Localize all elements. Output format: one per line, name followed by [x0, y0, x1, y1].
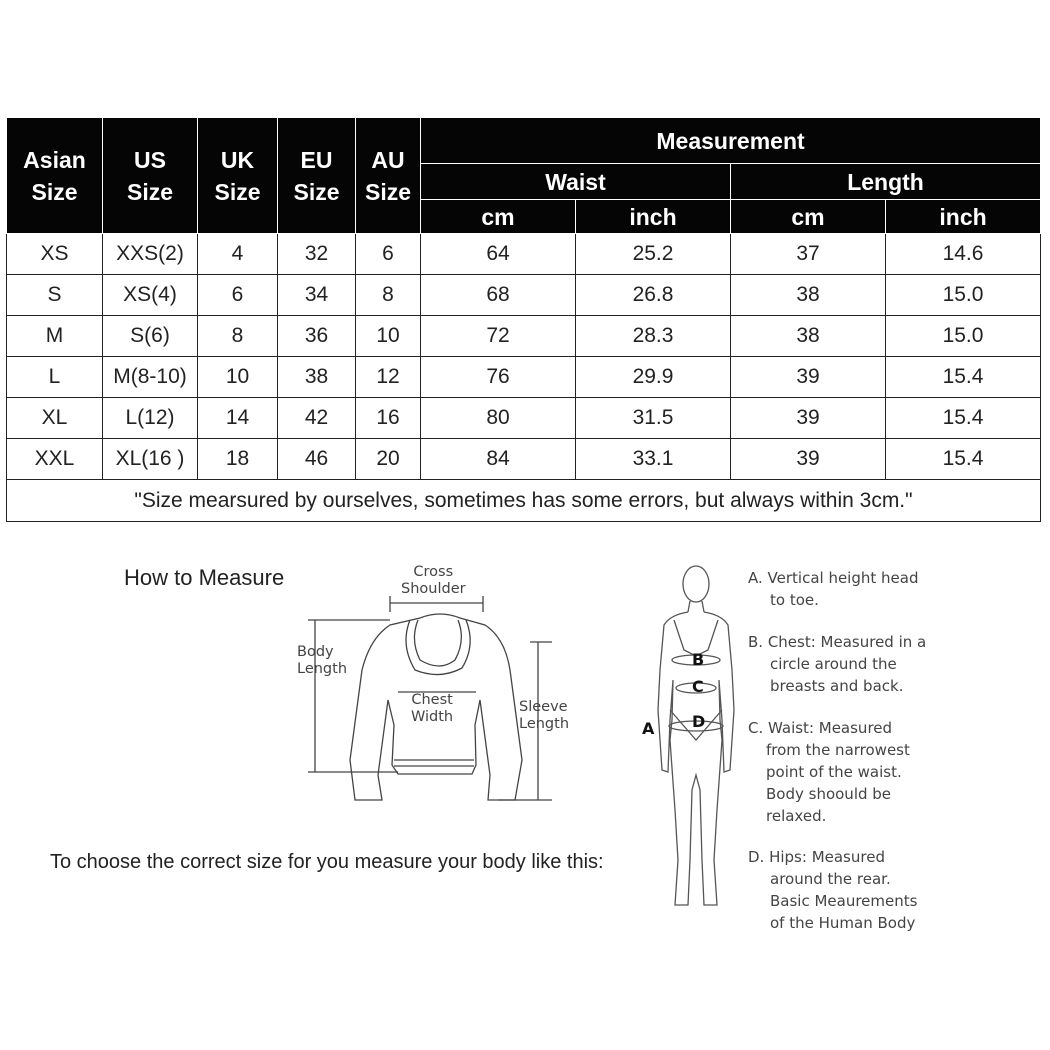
cell-au: 12	[356, 357, 421, 398]
cell-asian: XS	[7, 234, 103, 275]
legend-b-line: B. Chest: Measured in a	[748, 633, 927, 651]
cell-au: 8	[356, 275, 421, 316]
body-length-label: Body Length	[297, 644, 348, 677]
cell-asian: S	[7, 275, 103, 316]
cell-waist-cm: 64	[421, 234, 576, 275]
cell-us: M(8-10)	[103, 357, 198, 398]
legend-a-line: A. Vertical height head	[748, 569, 919, 587]
measure-instruction: To choose the correct size for you measure your body like this:	[50, 851, 604, 873]
cell-length-inch: 15.4	[886, 398, 1041, 439]
legend-d	[748, 846, 948, 934]
cell-uk: 10	[198, 357, 278, 398]
cell-eu: 42	[278, 398, 356, 439]
legend-d-line: around the rear.	[770, 870, 891, 888]
cell-us: XL(16 )	[103, 439, 198, 480]
mark-a: A	[642, 719, 655, 738]
cell-asian: XXL	[7, 439, 103, 480]
legend-c-line: relaxed.	[766, 807, 827, 825]
how-to-measure-title: How to Measure	[124, 565, 285, 590]
cell-waist-inch: 25.2	[576, 234, 731, 275]
cell-au: 16	[356, 398, 421, 439]
size-note: "Size mearsured by ourselves, sometimes has some errors, but always within 3cm."	[7, 480, 1041, 522]
cell-length-cm: 39	[731, 439, 886, 480]
cell-waist-inch: 29.9	[576, 357, 731, 398]
cell-eu: 36	[278, 316, 356, 357]
legend-a-line: to toe.	[770, 591, 819, 609]
legend-d-line: D. Hips: Measured	[748, 848, 885, 866]
cell-eu: 38	[278, 357, 356, 398]
header-eu-size: EU Size	[278, 118, 356, 234]
legend-c-line: C. Waist: Measured	[748, 719, 893, 737]
legend-c-line: from the narrowest	[766, 741, 910, 759]
head-outline	[683, 566, 709, 602]
header-measurement: Measurement	[421, 118, 1041, 164]
table-row	[7, 439, 1041, 480]
cell-length-inch: 15.4	[886, 439, 1041, 480]
cell-waist-inch: 28.3	[576, 316, 731, 357]
mark-b: B	[692, 650, 705, 669]
cell-eu: 46	[278, 439, 356, 480]
legend-c	[748, 717, 948, 827]
header-length-inch: inch	[886, 200, 1041, 234]
cell-waist-cm: 84	[421, 439, 576, 480]
cell-asian: M	[7, 316, 103, 357]
size-chart-table	[6, 117, 1041, 522]
cell-eu: 32	[278, 234, 356, 275]
cell-waist-cm: 72	[421, 316, 576, 357]
header-us-size: US Size	[103, 118, 198, 234]
cell-waist-inch: 31.5	[576, 398, 731, 439]
legend-d-line: Basic Meaurements	[770, 892, 918, 910]
cell-waist-cm: 76	[421, 357, 576, 398]
table-row	[7, 275, 1041, 316]
legend-c-line: point of the waist.	[766, 763, 902, 781]
header-waist: Waist	[421, 164, 731, 200]
cell-length-inch: 15.0	[886, 316, 1041, 357]
header-length: Length	[731, 164, 1041, 200]
cell-au: 6	[356, 234, 421, 275]
cell-waist-inch: 33.1	[576, 439, 731, 480]
cell-asian: XL	[7, 398, 103, 439]
legend-a	[748, 567, 948, 611]
header-length-cm: cm	[731, 200, 886, 234]
cell-us: S(6)	[103, 316, 198, 357]
cell-waist-cm: 68	[421, 275, 576, 316]
legend-b-line: breasts and back.	[770, 677, 904, 695]
cell-uk: 18	[198, 439, 278, 480]
cell-waist-cm: 80	[421, 398, 576, 439]
table-row	[7, 234, 1041, 275]
table-row	[7, 357, 1041, 398]
legend-c-line: Body shoould be	[766, 785, 892, 803]
cell-length-cm: 39	[731, 357, 886, 398]
header-uk-size: UK Size	[198, 118, 278, 234]
mark-d: D	[692, 712, 706, 731]
cell-length-cm: 37	[731, 234, 886, 275]
shirt-neckline	[414, 620, 461, 666]
header-waist-inch: inch	[576, 200, 731, 234]
cell-length-inch: 15.4	[886, 357, 1041, 398]
cell-uk: 4	[198, 234, 278, 275]
cell-length-cm: 39	[731, 398, 886, 439]
cell-us: XS(4)	[103, 275, 198, 316]
table-row	[7, 398, 1041, 439]
legend-b	[748, 631, 948, 697]
cell-us: L(12)	[103, 398, 198, 439]
cell-waist-inch: 26.8	[576, 275, 731, 316]
cell-length-inch: 15.0	[886, 275, 1041, 316]
cell-us: XXS(2)	[103, 234, 198, 275]
table-row	[7, 316, 1041, 357]
header-waist-cm: cm	[421, 200, 576, 234]
legend-b-line: circle around the	[770, 655, 897, 673]
chest-width-label: Chest Width	[411, 692, 454, 725]
header-au-size: AU Size	[356, 118, 421, 234]
mark-c: C	[692, 677, 704, 696]
human-body-diagram	[640, 560, 750, 920]
cell-uk: 14	[198, 398, 278, 439]
cross-shoulder-label: Cross Shoulder	[401, 564, 466, 597]
cell-uk: 8	[198, 316, 278, 357]
cell-asian: L	[7, 357, 103, 398]
cell-length-cm: 38	[731, 316, 886, 357]
cell-length-cm: 38	[731, 275, 886, 316]
cell-uk: 6	[198, 275, 278, 316]
header-asian-size: Asian Size	[7, 118, 103, 234]
cell-length-inch: 14.6	[886, 234, 1041, 275]
cell-au: 20	[356, 439, 421, 480]
cell-eu: 34	[278, 275, 356, 316]
table-note-row	[7, 480, 1041, 522]
cell-au: 10	[356, 316, 421, 357]
legend-d-line: of the Human Body	[770, 914, 916, 932]
sleeve-length-label: Sleeve Length	[519, 699, 570, 732]
